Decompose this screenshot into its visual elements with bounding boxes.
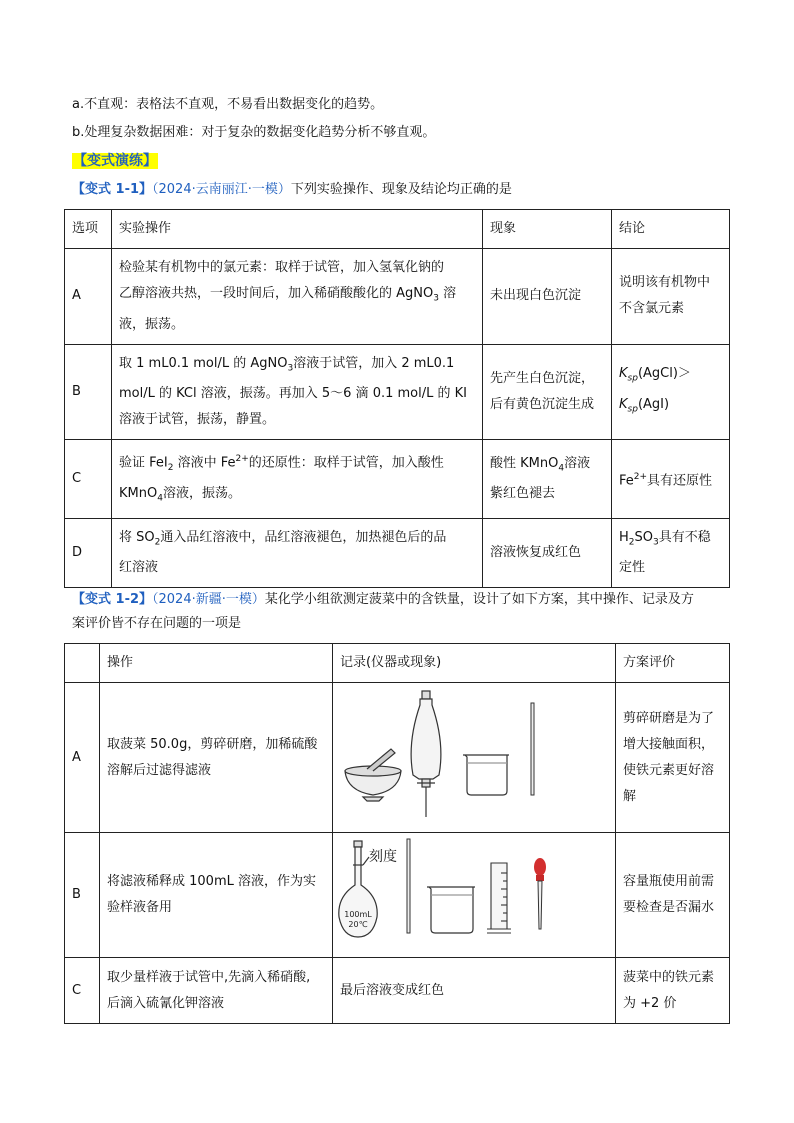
q1-row-a-phenomenon: 未出现白色沉淀: [483, 249, 612, 345]
intro-line-b: b.处理复杂数据困难：对于复杂的数据变化趋势分析不够直观。: [72, 125, 436, 140]
q1-stem: [72, 181, 512, 199]
q2-row-b-record: [333, 833, 616, 958]
q2-header-operation: 操作: [100, 644, 333, 683]
q2-row-b-evaluation: 容量瓶使用前需 要检查是否漏水: [616, 833, 730, 958]
q1-table: [64, 209, 730, 588]
dropper-icon: [534, 858, 546, 929]
q2-row-a: [65, 683, 730, 833]
q1-row-d-phenomenon: 溶液恢复成红色: [483, 518, 612, 588]
q1-row-a-operation: 检验某有机物中的氯元素：取样于试管，加入氢氧化钠的 乙醇溶液共热，一段时间后，加入稀硝酸酸化的 AgNO$_3$ 溶 液，振荡。: [112, 249, 483, 345]
apparatus-set-a: [333, 683, 615, 822]
q1-header-phenomenon: 现象: [483, 210, 612, 249]
separatory-funnel-icon: [411, 691, 441, 817]
q2-row-a-evaluation: 剪碎研磨是为了 增大接触面积， 使铁元素更好溶 解: [616, 683, 730, 833]
q1-stem-text: 下列实验操作、现象及结论均正确的是: [290, 182, 512, 197]
q2-source: （2024·新疆·一模）: [152, 592, 265, 607]
glass-rod-icon: [531, 703, 534, 795]
q2-row-c-operation: 取少量样液于试管中,先滴入稀硝酸, 后滴入硫氰化钾溶液: [100, 958, 333, 1024]
q1-row-a-option: A: [65, 249, 112, 345]
q2-header-blank: [65, 644, 100, 683]
flask-volume-label: 100mL: [344, 910, 372, 919]
beaker-icon: [463, 755, 509, 795]
apparatus-set-b: [333, 833, 615, 947]
q1-header-option: 选项: [65, 210, 112, 249]
q2-tag: 【变式 1-2】: [72, 592, 153, 607]
graduation-mark-label: 刻度: [369, 849, 397, 865]
q1-header-row: [65, 210, 730, 249]
q1-row-b-option: B: [65, 344, 112, 440]
q1-tag: 【变式 1-1】: [72, 182, 153, 197]
q1-row-a: [65, 249, 730, 345]
q2-row-c-record: 最后溶液变成红色: [333, 958, 616, 1024]
q1-source: （2024·云南丽江·一模）: [152, 182, 291, 197]
q1-header-conclusion: 结论: [612, 210, 730, 249]
q2-row-b: [65, 833, 730, 958]
q1-row-b-phenomenon: 先产生白色沉淀， 后有黄色沉淀生成: [483, 344, 612, 440]
q1-row-d-conclusion: $H_2SO_3$具有不稳 定性: [612, 518, 730, 588]
section-title: 【变式演练】: [73, 153, 157, 169]
q1-row-c-option: C: [65, 440, 112, 519]
q2-stem-line1: 【变式 1-2】（2024·新疆·一模）某化学小组欲测定菠菜中的含铁量，设计了如下方案，其中操作、记录及方: [72, 592, 694, 607]
q2-row-b-option: B: [65, 833, 100, 958]
beaker-icon: [427, 887, 475, 933]
mortar-pestle-icon: [345, 749, 401, 801]
q1-row-d-option: D: [65, 518, 112, 588]
graduated-cylinder-icon: [487, 863, 511, 933]
q1-header-operation: 实验操作: [112, 210, 483, 249]
q2-row-c-option: C: [65, 958, 100, 1024]
q2-row-a-option: A: [65, 683, 100, 833]
q1-row-b-conclusion: $K_{sp}(AgCl)>$ $K_{sp}(AgI)$: [612, 344, 730, 440]
q1-row-c-phenomenon: 酸性 KMnO$_4$溶液 紫红色褪去: [483, 440, 612, 519]
q2-header-evaluation: 方案评价: [616, 644, 730, 683]
q1-row-c-conclusion: $Fe^{2+}$具有还原性: [612, 440, 730, 519]
q1-row-b-operation: 取 1 mL0.1 mol/L 的 AgNO$_3$溶液于试管，加入 2 mL0.1 mol/L 的 KCl 溶液，振荡。再加入 5～6 滴 0.1 mol/L 的 KI 溶液于试管，振荡，静置。: [112, 344, 483, 440]
q2-stem-line2: 案评价皆不存在问题的一项是: [72, 616, 242, 631]
q2-row-a-record: [333, 683, 616, 833]
q2-row-c-evaluation: 菠菜中的铁元素 为 +2 价: [616, 958, 730, 1024]
intro-line-a: a.不直观：表格法不直观，不易看出数据变化的趋势。: [72, 97, 384, 112]
q2-table: [64, 643, 730, 1024]
q2-row-a-operation: 取菠菜 50.0g，剪碎研磨，加稀硫酸 溶解后过滤得滤液: [100, 683, 333, 833]
q2-row-c: [65, 958, 730, 1024]
q1-row-c-operation: 验证 FeI$_2$ 溶液中 $Fe^{2+}$的还原性：取样于试管，加入酸性 KMnO$_4$溶液，振荡。: [112, 440, 483, 519]
q1-row-c: [65, 440, 730, 519]
q1-row-d-operation: 将 $SO_2$通入品红溶液中，品红溶液褪色，加热褪色后的品 红溶液: [112, 518, 483, 588]
q1-row-a-conclusion: 说明该有机物中 不含氯元素: [612, 249, 730, 345]
q2-header-record: 记录(仪器或现象): [333, 644, 616, 683]
q1-row-b: [65, 344, 730, 440]
q1-row-d: [65, 518, 730, 588]
glass-rod-icon: [407, 839, 410, 933]
flask-temp-label: 20℃: [348, 920, 368, 929]
q2-header-row: [65, 644, 730, 683]
q2-row-b-operation: 将滤液稀释成 100mL 溶液，作为实 验样液备用: [100, 833, 333, 958]
